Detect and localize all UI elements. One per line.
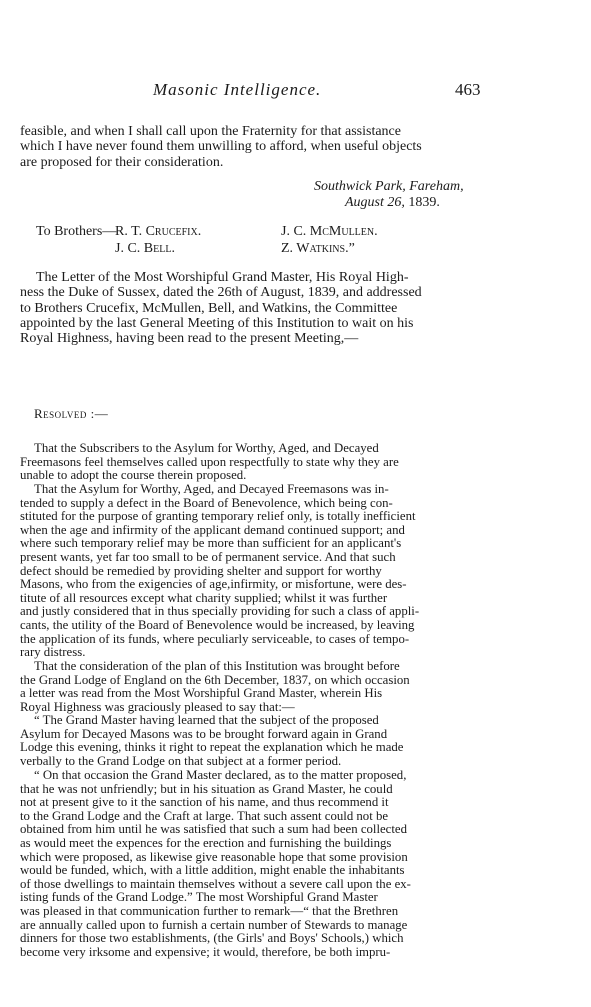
signature-month-day: August 26, bbox=[345, 195, 405, 210]
running-title: Masonic Intelligence. bbox=[153, 80, 322, 99]
resolution-paragraph bbox=[20, 660, 585, 714]
text-line: obtained from him until he was satisfied that such a sum had been collected bbox=[20, 822, 407, 837]
text-line: stituted for the purpose of granting temporary relief only, is totally inefficient bbox=[20, 509, 416, 524]
text-line: tended to supply a defect in the Board of Benevolence, which being con- bbox=[20, 495, 393, 510]
signature-year: 1839. bbox=[408, 195, 440, 210]
quote-paragraph bbox=[20, 769, 585, 959]
text-line: that he was not unfriendly; but in his situation as Grand Master, he could bbox=[20, 781, 393, 796]
text-line: “ On that occasion the Grand Master declared, as to the matter proposed, bbox=[34, 768, 407, 782]
resolution-paragraph bbox=[20, 442, 585, 483]
text-line: not at present give to it the sanction of his name, and thus recommend it bbox=[20, 795, 389, 810]
quote-paragraph bbox=[20, 714, 585, 768]
text-line: unable to adopt the course therein proposed. bbox=[20, 468, 247, 483]
text-line: Royal Highness, having been read to the present Meeting,— bbox=[20, 331, 359, 347]
resolved-heading: Resolved :— bbox=[34, 406, 109, 421]
text-line: “ The Grand Master having learned that the subject of the proposed bbox=[34, 713, 379, 727]
text-line: rary distress. bbox=[20, 645, 86, 660]
text-line: appointed by the last General Meeting of this Institution to wait on his bbox=[20, 315, 414, 331]
text-line: That the Asylum for Worthy, Aged, and Decayed Freemasons was in- bbox=[34, 482, 389, 496]
text-line: isting funds of the Grand Lodge.” The most Worshipful Grand Master bbox=[20, 890, 378, 905]
address-name: J. C. Bell. bbox=[115, 241, 175, 256]
letter-paragraph bbox=[20, 270, 585, 346]
text-line: dinners for those two establishments, (the Girls' and Boys' Schools,) which bbox=[20, 931, 404, 946]
address-name: J. C. McMullen. bbox=[281, 224, 378, 239]
text-line: are proposed for their consideration. bbox=[20, 154, 224, 170]
text-line: the Grand Lodge of England on the 6th December, 1837, on which occasion bbox=[20, 672, 410, 687]
text-line: the application of its funds, where peculiarly serviceable, to cases of tempo- bbox=[20, 631, 410, 646]
text-line: titute of all resources except what charity supplied; whilst it was further bbox=[20, 590, 388, 605]
text-line: verbally to the Grand Lodge on that subject at a former period. bbox=[20, 753, 342, 768]
text-line: when the age and infirmity of the applicant demand continued support; and bbox=[20, 522, 405, 537]
text-line: was pleased in that communication further to remark—“ that the Brethren bbox=[20, 903, 399, 918]
page-number: 463 bbox=[455, 80, 481, 99]
text-line: ness the Duke of Sussex, dated the 26th of August, 1839, and addressed bbox=[20, 285, 422, 301]
signature-date bbox=[345, 195, 440, 211]
text-line: become very irksome and expensive; it would, therefore, be both impru- bbox=[20, 944, 391, 959]
text-line: which were proposed, as likewise give reasonable hope that some provision bbox=[20, 849, 408, 864]
text-line: as would meet the expences for the erection and furnishing the buildings bbox=[20, 835, 392, 850]
address-name: Z. Watkins.” bbox=[281, 241, 355, 256]
resolution-paragraph bbox=[20, 483, 585, 660]
text-line: of those dwellings to maintain themselves without a severe call upon the ex- bbox=[20, 876, 411, 891]
text-line: which I have never found them unwilling to afford, when useful objects bbox=[20, 139, 422, 155]
address-name: R. T. Crucefix. bbox=[115, 224, 202, 239]
intro-paragraph bbox=[20, 124, 585, 170]
text-line: would be funded, which, with a little addition, might enable the inhabitants bbox=[20, 863, 405, 878]
text-line: are annually called upon to furnish a certain number of Stewards to manage bbox=[20, 917, 408, 932]
text-line: Masons, who from the exigencies of age,infirmity, or misfortune, were des- bbox=[20, 577, 407, 592]
text-line: Freemasons feel themselves called upon respectfully to state why they are bbox=[20, 454, 399, 469]
text-line: cants, the utility of the Board of Benevolence would be increased, by leaving bbox=[20, 617, 415, 632]
running-head bbox=[20, 80, 588, 104]
text-line: and justly considered that in thus specially providing for such a class of appli- bbox=[20, 604, 420, 619]
text-line: to the Grand Lodge and the Craft at large. That such assent could not be bbox=[20, 808, 389, 823]
text-line: feasible, and when I shall call upon the Fraternity for that assistance bbox=[20, 124, 401, 139]
text-line: The Letter of the Most Worshipful Grand Master, His Royal High- bbox=[36, 270, 409, 285]
text-line: defect should be remedied by providing shelter and support for worthy bbox=[20, 563, 382, 578]
text-line: Asylum for Decayed Masons was to be brought forward again in Grand bbox=[20, 726, 388, 741]
text-line: That the Subscribers to the Asylum for Worthy, Aged, and Decayed bbox=[34, 441, 379, 455]
text-line: That the consideration of the plan of this Institution was brought before bbox=[34, 659, 400, 673]
signature-place: Southwick Park, Fareham, bbox=[314, 179, 464, 194]
text-line: present wants, yet far too small to be of permanent service. And that such bbox=[20, 549, 396, 564]
text-line: where such temporary relief may be more than sufficient for an applicant's bbox=[20, 536, 402, 551]
text-line: to Brothers Crucefix, McMullen, Bell, and Watkins, the Committee bbox=[20, 300, 398, 316]
text-line: a letter was read from the Most Worshipful Grand Master, wherein His bbox=[20, 686, 383, 701]
address-prefix: To Brothers— bbox=[36, 224, 117, 239]
text-line: Lodge this evening, thinks it right to repeat the explanation which he made bbox=[20, 740, 404, 755]
text-line: Royal Highness was graciously pleased to say that:— bbox=[20, 699, 295, 714]
